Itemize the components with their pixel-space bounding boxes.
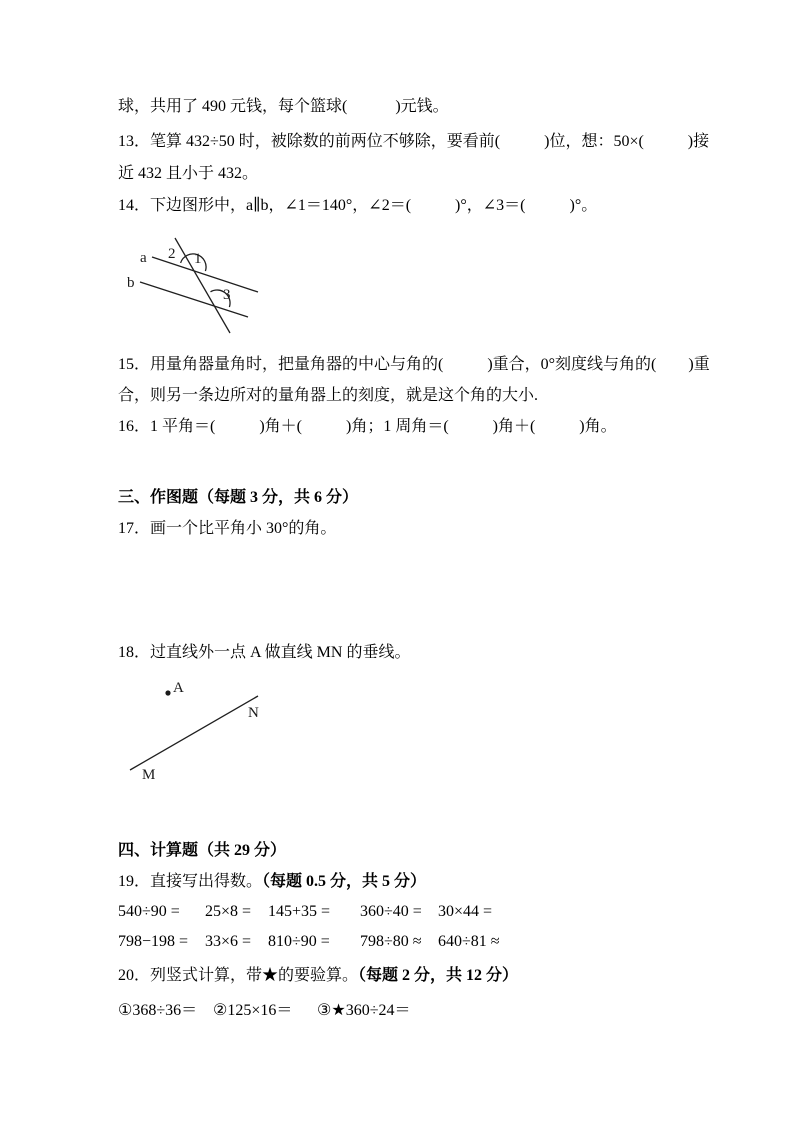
point-a-label: A: [173, 680, 184, 696]
calc-item: 640÷81 ≈: [438, 933, 500, 950]
point-n-label: N: [248, 705, 259, 721]
vertical-calc-item: ②125×16＝: [213, 1002, 293, 1019]
angle-3-label: 3: [223, 287, 231, 303]
question-19-points: （每题 0.5 分，共 5 分）: [262, 873, 427, 890]
point-a-dot: [165, 690, 170, 695]
calc-item: 145+35 =: [268, 903, 331, 920]
question-19-label: 19．直接写出得数。: [118, 873, 263, 890]
vertical-calc-item: ③★360÷24＝: [317, 1002, 411, 1019]
question-14-text: 14．下边图形中，a∥b，∠1＝140°，∠2＝( )°，∠3＝( )°。: [118, 197, 598, 214]
parallel-lines-figure: [118, 228, 288, 343]
question-18-text: 18．过直线外一点 A 做直线 MN 的垂线。: [118, 644, 411, 661]
line-b-label: b: [127, 275, 135, 291]
question-20-points: （每题 2 分，共 12 分）: [358, 967, 519, 984]
line-a-label: a: [140, 250, 147, 266]
angle-2-label: 2: [168, 246, 176, 262]
point-m-label: M: [142, 767, 156, 783]
question-20-label: 20．列竖式计算，带★的要验算。: [118, 967, 359, 984]
calc-item: 30×44 =: [438, 903, 493, 920]
perpendicular-construction-figure: [115, 670, 285, 790]
section-4-heading: 四、计算题（共 29 分）: [118, 842, 287, 859]
calc-item: 540÷90 =: [118, 903, 180, 920]
calc-item: 798−198 =: [118, 933, 189, 950]
angle-1-label: 1: [194, 251, 202, 267]
line-mn: [130, 696, 258, 770]
calc-item: 360÷40 =: [360, 903, 422, 920]
question-19-text: [118, 871, 426, 893]
calc-row-2: [118, 933, 718, 955]
calc-item: 798÷80 ≈: [360, 933, 422, 950]
section-3-heading: 三、作图题（每题 3 分，共 6 分）: [118, 489, 359, 506]
calc-item: 33×6 =: [205, 933, 252, 950]
question-13-line2: 近 432 且小于 432。: [118, 165, 259, 182]
question-15-line2: 合，则另一条边所对的量角器上的刻度，就是这个角的大小.: [118, 387, 539, 404]
question-13-line1: 13．笔算 432÷50 时，被除数的前两位不够除，要看前( )位，想：50×( )接: [118, 133, 710, 150]
calc-row-1: [118, 903, 718, 925]
line-b: [140, 282, 248, 317]
question-12-continuation: 球，共用了 490 元钱，每个篮球( )元钱。: [118, 98, 449, 115]
question-20-items-row: [118, 997, 718, 1019]
question-20-text: [118, 965, 518, 987]
calc-item: 25×8 =: [205, 903, 252, 920]
transversal-line: [175, 238, 230, 333]
question-17-text: 17．画一个比平角小 30°的角。: [118, 520, 337, 537]
question-15-line1: 15．用量角器量角时，把量角器的中心与角的( )重合，0°刻度线与角的( )重: [118, 356, 710, 373]
question-16-text: 16．1 平角＝( )角＋( )角；1 周角＝( )角＋( )角。: [118, 418, 617, 435]
vertical-calc-item: ①368÷36＝: [118, 1002, 198, 1019]
calc-item: 810÷90 =: [268, 933, 330, 950]
